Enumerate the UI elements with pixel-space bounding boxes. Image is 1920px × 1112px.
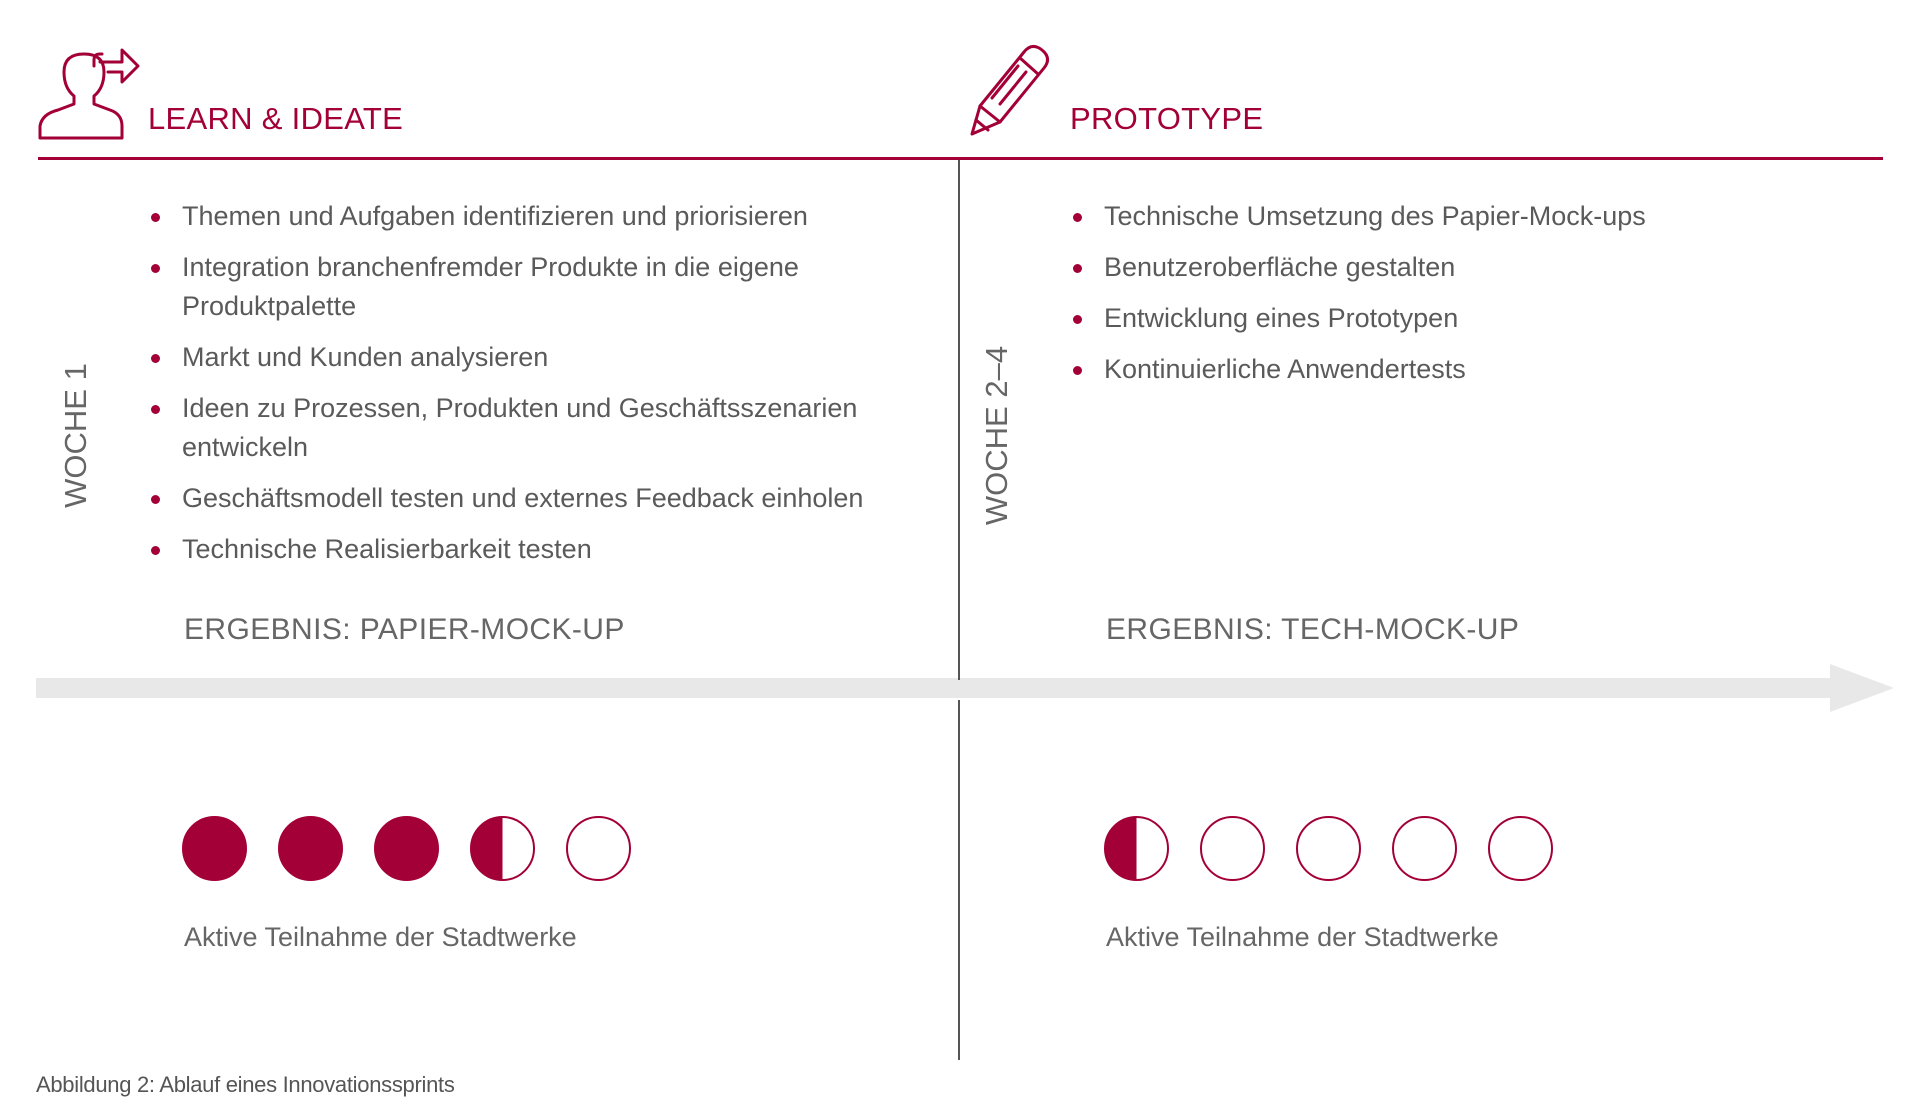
participation-dot bbox=[566, 816, 631, 881]
figure-caption: Abbildung 2: Ablauf eines Innovationssprints bbox=[36, 1072, 455, 1097]
person-arrow-icon bbox=[36, 44, 140, 142]
week-1-label-box bbox=[0, 362, 150, 508]
participation-dot bbox=[470, 816, 535, 881]
phase-2-participation-dots bbox=[1104, 816, 1553, 881]
phase-2-result: ERGEBNIS: TECH-MOCK-UP bbox=[1106, 613, 1520, 646]
participation-dot bbox=[1296, 816, 1361, 881]
list-item: Themen und Aufgaben identifizieren und priorisieren bbox=[148, 197, 888, 236]
list-item: Integration branchenfremder Produkte in die eigene Produktpalette bbox=[148, 248, 888, 326]
participation-dot bbox=[278, 816, 343, 881]
phase-1-task-list bbox=[148, 197, 888, 581]
list-item: Ideen zu Prozessen, Produkten und Geschäftsszenarien entwickeln bbox=[148, 389, 888, 467]
participation-dot bbox=[1104, 816, 1169, 881]
column-divider-mid bbox=[958, 660, 960, 680]
list-item: Kontinuierliche Anwendertests bbox=[1070, 350, 1850, 389]
phase-2-title: PROTOTYPE bbox=[1070, 101, 1264, 136]
phase-1-participation-dots bbox=[182, 816, 631, 881]
participation-dot bbox=[1200, 816, 1265, 881]
pencil-icon bbox=[966, 40, 1050, 138]
list-item: Benutzeroberfläche gestalten bbox=[1070, 248, 1850, 287]
phase-2-participation-label: Aktive Teilnahme der Stadtwerke bbox=[1106, 922, 1499, 952]
week-2-label-box bbox=[922, 345, 1072, 525]
participation-dot bbox=[1488, 816, 1553, 881]
list-item: Entwicklung eines Prototypen bbox=[1070, 299, 1850, 338]
header-divider bbox=[38, 157, 1883, 160]
list-item: Markt und Kunden analysieren bbox=[148, 338, 888, 377]
participation-dot bbox=[1392, 816, 1457, 881]
phase-1-result: ERGEBNIS: PAPIER-MOCK-UP bbox=[184, 613, 625, 646]
timeline-arrow bbox=[36, 664, 1896, 712]
column-divider-bottom bbox=[958, 700, 960, 1060]
phase-1-participation-label: Aktive Teilnahme der Stadtwerke bbox=[184, 922, 577, 952]
participation-dot bbox=[374, 816, 439, 881]
phase-1-title: LEARN & IDEATE bbox=[148, 101, 404, 136]
participation-dot bbox=[182, 816, 247, 881]
week-1-label: WOCHE 1 bbox=[57, 362, 93, 508]
list-item: Technische Realisierbarkeit testen bbox=[148, 530, 888, 569]
list-item: Geschäftsmodell testen und externes Feedback einholen bbox=[148, 479, 888, 518]
list-item: Technische Umsetzung des Papier-Mock-ups bbox=[1070, 197, 1850, 236]
week-2-4-label: WOCHE 2–4 bbox=[979, 345, 1015, 525]
phase-2-task-list bbox=[1070, 197, 1850, 401]
